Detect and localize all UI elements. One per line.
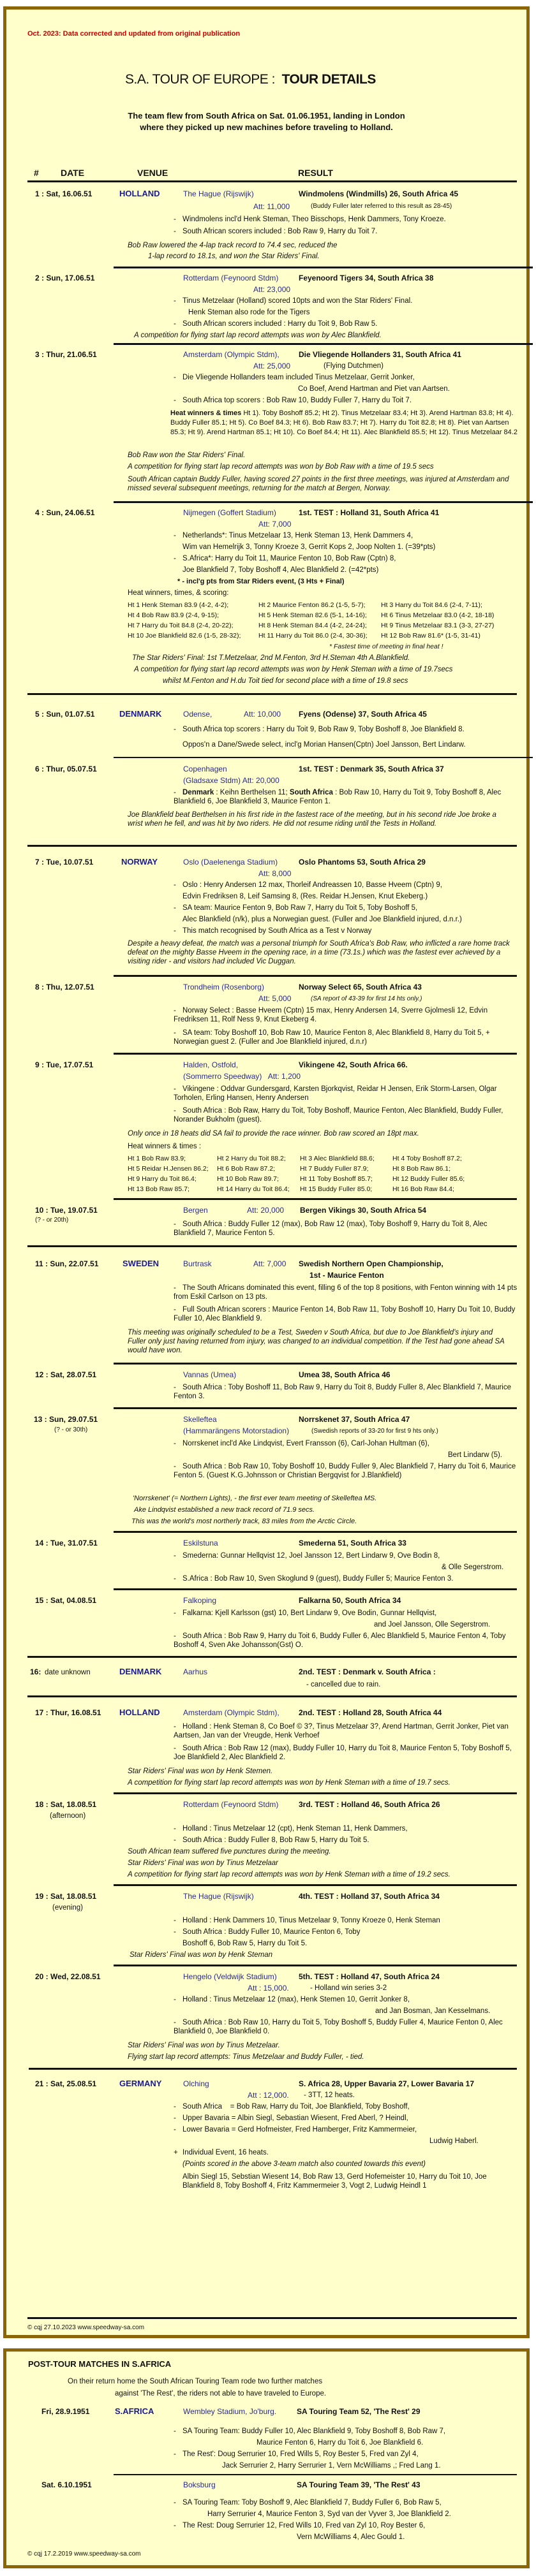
individual-event: + Individual Event, 16 heats.	[174, 2149, 269, 2156]
match-note: 1-lap record to 18.1s, and won the Star Riders' Final.	[148, 252, 320, 260]
match-venue: Aarhus	[183, 1667, 208, 1676]
match-attendance: Att: 7,000	[253, 1259, 287, 1268]
match-result: S. Africa 28, Upper Bavaria 27, Lower Bavaria 17	[299, 2079, 475, 2088]
match-detail: and Jan Bosman, Jan Kesselmans.	[375, 2007, 491, 2015]
country-divider	[27, 693, 517, 695]
match-result: Oslo Phantoms 53, South Africa 29	[299, 858, 426, 867]
col-venue: VENUE	[137, 168, 168, 178]
match-divider	[114, 1407, 517, 1409]
heat-row	[128, 1153, 482, 1164]
heat-cell: Ht 8 Bob Raw 86.1;	[392, 1165, 451, 1173]
heat-cell: Ht 14 Harry du Toit 86.4;	[217, 1185, 290, 1193]
match-result: Smederna 51, South Africa 33	[299, 1539, 406, 1548]
heat-cell: Ht 11 Harry du Toit 86.0 (2-4, 30-36);	[258, 632, 368, 640]
match-result: SA Touring Team 39, 'The Rest' 43	[297, 2480, 421, 2489]
match-divider	[114, 1531, 517, 1533]
star-note: * - incl'g pts from Star Riders event, (3 Hts + Final)	[177, 578, 345, 585]
match-detail: - South Africa : Buddy Fuller 10, Maurice Fenton 6, Toby	[174, 1928, 361, 1936]
match-detail: - South Africa top scorers : Harry du Toit 9, Bob Raw 9, Toby Boshoff 8, Joe Blankfield 8.	[174, 726, 465, 733]
match-venue: Halden, Ostfold,	[183, 1060, 239, 1069]
match-date: 21 : Sat, 25.08.51	[35, 2079, 97, 2088]
post-tour-intro: against 'The Rest', the riders not able to have traveled to Europe.	[115, 2390, 327, 2397]
heat-cell: Ht 12 Buddy Fuller 85.6;	[392, 1175, 465, 1183]
attendance-note: (SA report of 43-39 for first 14 hts only.)	[311, 995, 422, 1002]
match-venue: Eskilstuna	[183, 1539, 218, 1548]
match-result: 1st. TEST : Denmark 35, South Africa 37	[299, 765, 444, 773]
match-detail: - South Africa : Buddy Fuller 12 (max), Bob Raw 12 (max), Toby Boshoff 9, Harry du Toit 8, Alec Blankfield 7, Maurice Fenton 5.	[174, 1220, 488, 1237]
match-date: 17 : Thur, 16.08.51	[35, 1708, 101, 1717]
match-detail: - Holland : Henk Dammers 10, Tinus Metzelaar 9, Tonny Kroeze 0, Henk Steman	[174, 1917, 440, 1924]
match-divider	[114, 1792, 517, 1794]
match-detail: Edvin Fredriksen 8, Leif Samsing 8, (Res. Reidar H.Jensen, Knut Ekeberg.)	[182, 893, 428, 900]
match-country: HOLLAND	[119, 1708, 160, 1717]
match-detail: Vern McWilliams 4, Alec Gould 1.	[297, 2533, 405, 2541]
match-detail: Ludwig Haberl.	[429, 2137, 479, 2145]
title-prefix: S.A. TOUR OF EUROPE :	[125, 72, 275, 87]
heat-cell: Ht 11 Toby Boshoff 85.7;	[300, 1175, 373, 1183]
col-result: RESULT	[298, 168, 333, 178]
match-detail: - Holland : Tinus Metzelaar 12 (cpt), Henk Steman 11, Henk Dammers,	[174, 1825, 408, 1833]
heat-cell: Ht 1 Henk Steman 83.9 (4-2, 4-2);	[128, 601, 229, 609]
match-result: Umea 38, South Africa 46	[299, 1370, 391, 1379]
match-note: Star Riders' Final was won by Henk Stemen.	[128, 1767, 273, 1775]
country-divider	[29, 2068, 517, 2070]
match-note: Ake Lindqvist established a new track record of 71.9 secs.	[134, 1506, 315, 1514]
heat-winners: Heat winners & times Ht 1). Toby Boshoff 85.2; Ht 2). Tinus Metzelaar 83.4; Ht 3). Arend Hartman 83.8; Ht 4). Buddy Fuller 85.1; Ht 5). Co Boef 84.3; Ht 6). Bob Raw 83.7; Ht 7). Harry du Toit 82.8; Ht 8). Piet van Aartsen 85.3; Ht 9). Arend Hartman 85.1; Ht 10). Co Boef 84.4; Ht 11). Alec Blankfield 85.5; Ht 12). Tinus Metzelaar 84.2	[170, 409, 517, 436]
individual-results: Albin Siegl 15, Sebstian Wiesent 14, Bob Raw 13, Gerd Hofemeister 10, Harry du Toit 10, Joe Blankfield 8, Toby Boshoff 4, Fritz Kammermeier 3, Vogt 2, Ludwig Heindl 1	[182, 2173, 487, 2190]
heat-cell: Ht 12 Bob Raw 81.6* (1-5, 31-41)	[381, 632, 480, 640]
match-country: SWEDEN	[123, 1259, 160, 1268]
match-divider	[114, 2474, 517, 2475]
heat-cell: Ht 4 Toby Boshoff 87.2;	[392, 1155, 462, 1162]
match-attendance: Att: 5,000	[258, 994, 292, 1003]
match-date: 1 : Sat, 16.06.51	[35, 189, 93, 198]
page-title	[125, 72, 376, 87]
match-venue-detail: (Hammarängens Motorstadion)	[183, 1426, 290, 1435]
match-note: Star Riders' Final was won by Tinus Metzelaar.	[128, 2042, 280, 2049]
subtitle-line: where they picked up new machines before traveling to Holland.	[140, 122, 393, 132]
match-detail: - South Africa : Bob Raw 10, Harry du Toit 5, Toby Boshoff 5, Buddy Fuller 4, Maurice Fenton 0, Alec Blankfield 0, Joe Blankfield 0.	[174, 2019, 503, 2035]
match-note: The Star Riders' Final: 1st T.Metzelaar, 2nd M.Fenton, 3rd H.Steman 4th A.Blankfield.	[132, 654, 410, 662]
match-date: 14 : Tue, 31.07.51	[35, 1539, 98, 1548]
match-venue: Odense,	[183, 710, 212, 719]
match-attendance: Att: 7,000	[258, 520, 292, 529]
heat-cell: Ht 15 Buddy Fuller 85.0;	[300, 1185, 373, 1193]
match-detail: - Full South African scorers : Maurice Fenton 14, Bob Raw 11, Toby Boshoff 10, Harry Du Toit 10, Buddy Fuller 10, Alec Blankfield 9.	[174, 1306, 516, 1322]
fastest-note: * Fastest time of meeting in final heat !	[329, 643, 443, 650]
match-detail: Harry Serrurier 4, Maurice Fenton 3, Syd van der Vyver 3, Joe Blankfield 2.	[207, 2510, 451, 2518]
match-country: HOLLAND	[119, 189, 160, 198]
heat-table	[128, 600, 512, 641]
match-result: 4th. TEST : Holland 37, South Africa 34	[299, 1892, 440, 1901]
heat-cell: Ht 3 Harry du Toit 84.6 (2-4, 7-11);	[381, 601, 482, 609]
date-note: (? - or 30th)	[54, 1426, 88, 1433]
match-detail: - Falkarna: Kjell Karlsson (gst) 10, Bert Lindarw 9, Ove Bodin, Gunnar Hellqvist,	[174, 1609, 437, 1617]
match-attendance: Att: 10,000	[244, 710, 281, 719]
match-detail: - Upper Bavaria = Albin Siegl, Sebastian Wiesent, Fred Aberl, ? Heindl,	[174, 2114, 408, 2122]
post-tour-intro: On their return home the South African Touring Team rode two further matches	[68, 2378, 323, 2385]
match-result: 1st. TEST : Holland 31, South Africa 41	[299, 508, 440, 517]
match-divider	[114, 757, 533, 758]
match-result: 3rd. TEST : Holland 46, South Africa 26	[299, 1800, 440, 1809]
attendance-note: (Buddy Fuller later referred to this result as 28-45)	[311, 203, 452, 210]
match-detail: - South Africa top scorers : Bob Raw 10, Buddy Fuller 7, Harry du Toit 7.	[174, 397, 412, 404]
footer-rule	[27, 2317, 517, 2319]
date-note: (afternoon)	[50, 1812, 86, 1820]
match-attendance: Att : 12,000.	[248, 2091, 289, 2100]
attendance-note: (Flying Dutchmen)	[324, 362, 383, 370]
match-result: Feyenoord Tigers 34, South Africa 38	[299, 274, 434, 282]
header-rule	[27, 180, 517, 182]
match-date: 12 : Sat, 28.07.51	[35, 1370, 97, 1379]
match-date: 7 : Tue, 10.07.51	[35, 858, 94, 867]
match-note: Bob Raw won the Star Riders' Final.	[128, 451, 246, 459]
match-detail: - SA Touring Team: Buddy Fuller 10, Alec Blankfield 9, Toby Boshoff 8, Bob Raw 7,	[174, 2427, 446, 2435]
match-detail: - South African scorers included : Harry du Toit 9, Bob Raw 5.	[174, 320, 378, 328]
match-divider	[114, 1884, 517, 1886]
match-detail: - S.Africa*: Harry du Toit 11, Maurice Fenton 10, Bob Raw (Cptn) 8,	[174, 555, 396, 562]
match-result: Norway Select 65, South Africa 43	[299, 983, 422, 992]
match-divider	[114, 1965, 517, 1966]
match-note: South African captain Buddy Fuller, having scored 27 points in the first three meetings, was injured at Amsterdam and missed several subsequent meetings, returning for the match at Bergen, Norway.	[128, 476, 509, 492]
country-divider	[27, 845, 517, 847]
match-detail: - Die Vliegende Hollanders team included Tinus Metzelaar, Gerrit Jonker,	[174, 374, 415, 381]
match-date: Sat. 6.10.1951	[41, 2480, 92, 2489]
match-date: 6 : Thur, 05.07.51	[35, 765, 97, 773]
match-date: 13 : Sun, 29.07.51	[34, 1415, 98, 1424]
heat-row	[128, 631, 512, 641]
match-result: Bergen Vikings 30, South Africa 54	[300, 1206, 427, 1215]
heat-cell: Ht 6 Bob Raw 87.2;	[217, 1165, 276, 1173]
match-detail: Jack Serrurier 2, Harry Serrurier 1, Vern McWilliams ,; Fred Lang 1.	[222, 2462, 441, 2470]
match-attendance: Att: 11,000	[253, 202, 290, 211]
match-detail: and Joel Jansson, Olle Segerstrom.	[374, 1621, 491, 1628]
heats-label: Heat winners, times, & scoring:	[128, 589, 229, 597]
match-note: Only once in 18 heats did SA fail to provide the race winner. Bob raw scored an 18pt max.	[128, 1130, 419, 1138]
match-detail: Joe Blankfield 7, Toby Boshoff 4, Alec Blankfield 2. (=42*pts)	[182, 566, 379, 574]
match-detail: - South Africa : Bob Raw, Harry du Toit, Toby Boshoff, Maurice Fenton, Alec Blankfield, Buddy Fuller, Norander Bukholm (guest).	[174, 1107, 503, 1123]
heat-cell: Ht 6 Tinus Metzelaar 83.0 (4-2, 18-18)	[381, 611, 495, 619]
match-detail: Henk Steman also rode for the Tigers	[188, 309, 310, 316]
match-country: DENMARK	[119, 709, 162, 719]
heat-table	[128, 1153, 482, 1194]
match-note: A competition for flying start lap record attempts was won by Henk Steman with a time of 19.7 secs.	[128, 1779, 450, 1787]
heat-cell: Ht 13 Bob Raw 85.7;	[128, 1185, 190, 1193]
match-divider	[114, 1198, 517, 1200]
match-detail: - South Africa : Bob Raw 9, Harry du Toit 6, Buddy Fuller 6, Alec Blankfield 5, Maurice Fenton 4, Toby Boshoff 4, Sven Ake Johansson(Gst) O.	[174, 1632, 506, 1649]
match-detail: - SA team: Toby Boshoff 10, Bob Raw 10, Maurice Fenton 8, Alec Blankfield 8, Harry du Toit 5, + Norwegian guest 2. (Fuller and Joe Blankfield injured, d.n.r)	[174, 1029, 490, 1046]
heat-cell: Ht 7 Buddy Fuller 87.9;	[300, 1165, 369, 1173]
heat-cell: Ht 7 Harry du Toit 84.8 (2-4, 20-22);	[128, 622, 234, 629]
match-result: 2nd. TEST : Denmark v. South Africa :	[299, 1667, 436, 1676]
match-venue: Burtrask	[183, 1259, 212, 1268]
date-note: (? - or 20th)	[35, 1217, 69, 1224]
heat-cell: Ht 4 Bob Raw 83.9 (2-4, 9-15);	[128, 611, 219, 619]
post-tour-panel	[3, 2348, 530, 2568]
match-result: SA Touring Team 52, 'The Rest' 29	[297, 2407, 421, 2416]
match-detail: - South Africa : Buddy Fuller 8, Bob Raw 5, Harry du Toit 5.	[174, 1836, 369, 1844]
match-result: Falkarna 50, South Africa 34	[299, 1596, 401, 1605]
heat-cell: Ht 1 Bob Raw 83.9;	[128, 1155, 186, 1162]
col-date: DATE	[61, 168, 85, 178]
match-attendance: Att: 8,000	[258, 869, 292, 878]
match-date: 18 : Sat, 18.08.51	[35, 1800, 97, 1809]
match-note: Despite a heavy defeat, the match was a personal triumph for South Africa's Bob Raw, who inflicted a rare home track defeat on the mighty Basse Hveem in the opening race, in a time (73.1s.) which was the fastest ever achieved by a visiting rider - and visitors had included Vic Duggan.	[128, 940, 510, 965]
match-result: 5th. TEST : Holland 47, South Africa 24	[299, 1972, 440, 1981]
match-divider	[114, 975, 517, 977]
heat-row	[128, 1184, 482, 1194]
match-detail: - Holland : Henk Steman 8, Co Boef © 3?, Tinus Metzelaar 3?, Arend Hartman, Gerrit Jonker, Piet van Aartsen, Jan van der Vreugde, Henk Verhoef	[174, 1723, 509, 1739]
match-venue: Skelleftea	[183, 1415, 217, 1424]
match-detail: - This match recognised by South Africa as a Test v Norway	[174, 927, 372, 935]
heat-row	[128, 610, 512, 620]
match-detail: Maurice Fenton 6, Harry du Toit 6, Joe Blankfield 6.	[257, 2439, 424, 2447]
match-country: DENMARK	[119, 1667, 162, 1676]
heat-cell: Ht 5 Reidar H.Jensen 86.2;	[128, 1165, 209, 1173]
match-divider	[114, 267, 533, 268]
match-country: NORWAY	[121, 857, 158, 867]
match-date: date unknown	[45, 1669, 91, 1676]
match-venue: Boksburg	[183, 2480, 216, 2489]
heat-cell: Ht 2 Maurice Fenton 86.2 (1-5, 5-7);	[258, 601, 366, 609]
match-note: A competition for flying start lap record attempts was won by Alec Blankfield.	[134, 332, 382, 339]
match-detail: - S.Africa : Bob Raw 10, Sven Skoglund 9 (guest), Buddy Fuller 5; Maurice Fenton 3.	[174, 1575, 454, 1583]
match-note: whilst M.Fenton and H.du Toit tied for second place with a time of 19.8 secs	[163, 677, 408, 685]
col-num: #	[34, 168, 39, 178]
match-detail: - Tinus Metzelaar (Holland) scored 10pts and won the Star Riders' Final.	[174, 297, 413, 305]
heat-cell: Ht 10 Joe Blankfield 82.6 (1-5, 28-32);	[128, 632, 241, 640]
match-venue: Bergen	[183, 1206, 208, 1215]
subtitle-line: The team flew from South Africa on Sat. 01.06.1951, landing in London	[128, 111, 405, 121]
match-attendance: Att: 23,000	[253, 285, 291, 294]
country-divider	[27, 1245, 517, 1247]
match-detail: - South Africa : Bob Raw 10, Toby Boshoff 10, Buddy Fuller 9, Alec Blankfield 7, Harry du Toit 6, Maurice Fenton 5. (Guest K.G.Johnsson or Christian Bergqvist for J.Blankfield)	[174, 1463, 516, 1479]
match-result: Windmolens (Windmills) 26, South Africa 45	[299, 189, 459, 198]
match-venue: The Hague (Rijswijk)	[183, 1892, 254, 1901]
match-divider	[114, 501, 533, 503]
match-date: 11 : Sun, 22.07.51	[35, 1259, 99, 1268]
match-result: Die Vliegende Hollanders 31, South Africa 41	[299, 350, 461, 359]
match-detail: Alec Blankfield (n/k), plus a Norwegian guest. (Fuller and Joe Blankfield injured, d.n.r.)	[182, 916, 462, 923]
match-note: Joe Blankfield beat Berthelsen in his first ride in the fastest race of the meeting, but in his second ride Joe broke a wrist when he fell, and was hit by two riders. He did not resume riding until the Tests in Holland.	[128, 811, 496, 828]
match-note: 'Norrskenet' (= Northern Lights), - the first ever team meeting of Skelleftea MS.	[133, 1495, 377, 1502]
match-date: 15 : Sat, 04.08.51	[35, 1596, 97, 1605]
match-note: South African team suffered five punctures during the meeting.	[128, 1848, 331, 1855]
heats-label: Heat winners & times :	[128, 1143, 202, 1150]
match-detail: - The South Africans dominated this event, filling 6 of the top 8 positions, with Fenton winning with 14 pts from Eskil Carlson on 13 pts.	[174, 1284, 517, 1301]
match-note: This was the world's most northerly track, 83 miles from the Arctic Circle.	[131, 1518, 357, 1525]
heat-cell: Ht 8 Henk Steman 84.4 (4-2, 24-24);	[258, 622, 367, 629]
match-detail: - SA Touring Team: Toby Boshoff 9, Alec Blankfield 7, Buddy Fuller 6, Bob Raw 5,	[174, 2499, 442, 2506]
match-detail: Bert Lindarw (5).	[448, 1451, 503, 1459]
match-detail: - Denmark : Keihn Berthelsen 11; South Africa : Bob Raw 10, Harry du Toit 9, Toby Boshoff 8, Alec Blankfield 6, Joe Blankfield 3, Maurice Fenton 1.	[174, 789, 502, 805]
attendance-note: - Holland win series 3-2	[310, 1984, 387, 1992]
match-detail: - The Rest': Doug Serrurier 10, Fred Wills 5, Roy Bester 5, Fred van Zyl 4,	[174, 2450, 419, 2458]
match-attendance: Att: 20,000	[247, 1206, 285, 1215]
match-venue: Olching	[183, 2079, 209, 2088]
match-note: This meeting was originally scheduled to be a Test, Sweden v South Africa, but due to Joe Blankfield's injury and Fuller only just having returned from injury, was changed to an individual competition. If the Test had gone ahead SA would have won.	[128, 1329, 505, 1354]
match-venue: Trondheim (Rosenborg)	[183, 983, 264, 992]
match-venue: Vannas (Umea)	[183, 1370, 237, 1379]
country-divider	[27, 1695, 517, 1697]
copyright-footer: © cqj 17.2.2019 www.speedway-sa.com	[27, 2550, 141, 2558]
venue-note: (Swedish reports of 33-20 for first 9 hts only.)	[311, 1428, 438, 1435]
match-detail: Co Boef, Arend Hartman and Piet van Aartsen.	[298, 385, 450, 393]
match-divider	[114, 1053, 517, 1055]
match-result: Swedish Northern Open Championship,	[299, 1259, 443, 1268]
match-detail: - Smederna: Gunnar Hellqvist 12, Joel Jansson 12, Bert Lindarw 9, Ove Bodin 8,	[174, 1552, 440, 1560]
match-detail: Oppos'n a Dane/Swede select, incl'g Morian Hansen(Cptn) Joel Jansson, Bert Lindarw.	[182, 741, 466, 749]
match-venue: Falkoping	[183, 1596, 217, 1605]
heat-row	[128, 1164, 482, 1174]
match-venue: Rotterdam (Feynoord Stdm)	[183, 1800, 279, 1809]
match-result: Fyens (Odense) 37, South Africa 45	[299, 710, 427, 719]
match-detail: - South African scorers included : Bob Raw 9, Harry du Toit 7.	[174, 228, 378, 235]
subtitle	[6, 110, 526, 133]
match-note: A competition for flying start lap record attempts was won by Henk Steman with a time of 19.2 secs.	[128, 1871, 450, 1878]
match-date: 20 : Wed, 22.08.51	[35, 1972, 101, 1981]
match-venue: Amsterdam (Olympic Stdm),	[183, 350, 279, 359]
country-divider	[27, 1656, 517, 1658]
match-result-winner: 1st - Maurice Fenton	[309, 1271, 384, 1280]
match-note: Star Riders' Final was won by Henk Steman	[130, 1951, 272, 1959]
match-date: 19 : Sat, 18.08.51	[35, 1892, 97, 1901]
match-note: Flying start lap record attempts: Tinus Metzelaar and Buddy Fuller, - tied.	[128, 2053, 364, 2061]
match-date: 8 : Thu, 12.07.51	[35, 983, 94, 992]
attendance-note: - 3TT, 12 heats.	[304, 2091, 355, 2099]
match-detail: - Norway Select : Basse Hveem (Cptn) 15 max, Henry Andersen 14, Sverre Gjolmesli 12, Edvin Fredriksen 11, Rolf Ness 9, Knut Ekeberg 4.	[174, 1007, 488, 1023]
tour-details-panel	[3, 6, 530, 2338]
match-result: Norrskenet 37, South Africa 47	[299, 1415, 410, 1424]
heat-cell: Ht 2 Harry du Toit 88.2;	[217, 1155, 286, 1162]
match-detail: - cancelled due to rain.	[306, 1681, 381, 1688]
heat-cell: Ht 9 Harry du Toit 86.4;	[128, 1175, 197, 1183]
heat-row	[128, 620, 512, 631]
match-venue: Amsterdam (Olympic Stdm),	[183, 1708, 279, 1717]
match-country: S.AFRICA	[115, 2406, 154, 2416]
match-detail: - South Africa : Toby Boshoff 11, Bob Raw 9, Harry du Toit 8, Buddy Fuller 8, Alec Blankfield 7, Maurice Fenton 3.	[174, 1384, 512, 1400]
match-note: A competition for flying start lap record attempts was won by Henk Steman with a time of 19.7secs	[134, 666, 453, 673]
match-venue: Nijmegen (Goffert Stadium)	[183, 508, 276, 517]
match-date: 9 : Tue, 17.07.51	[35, 1060, 94, 1069]
match-result: Vikingene 42, South Africa 66.	[299, 1060, 408, 1069]
match-attendance: Att : 15,000.	[248, 1984, 289, 1993]
match-detail: - Holland : Tinus Metzelaar 12 (max), Henk Stemen 10, Gerrit Jonker 8,	[174, 1996, 410, 2003]
match-date: 3 : Thur, 21.06.51	[35, 350, 97, 359]
match-detail: - Lower Bavaria = Gerd Hofmeister, Fred Hamberger, Fritz Kammermeier,	[174, 2126, 417, 2133]
match-detail: Boshoff 6, Bob Raw 5, Harry du Toit 5.	[182, 1940, 308, 1947]
match-detail: - The Rest: Doug Serrurier 12, Fred Wills 10, Fred van Zyl 10, Roy Bester 6,	[174, 2522, 426, 2529]
match-country: GERMANY	[119, 2079, 162, 2088]
heat-cell: Ht 16 Bob Raw 84.4;	[392, 1185, 454, 1193]
match-venue: Oslo (Daelenenga Stadium)	[183, 858, 278, 867]
match-note: Star Riders' Final was won by Tinus Metzelaar	[128, 1859, 279, 1867]
title-bold: TOUR DETAILS	[281, 72, 376, 87]
match-detail: - SA team: Maurice Fenton 9, Bob Raw 7, Harry du Toit 5, Toby Boshoff 5,	[174, 904, 418, 912]
match-date: Fri, 28.9.1951	[41, 2407, 90, 2416]
heat-row	[128, 1174, 482, 1184]
heat-cell: Ht 5 Henk Steman 82.6 (5-1, 14-16);	[258, 611, 367, 619]
match-detail: - Norrskenet incl'd Ake Lindqvist, Evert Fransson (6), Carl-Johan Hultman (6),	[174, 1440, 429, 1447]
individual-note: (Points scored in the above 3-team match also counted towards this event)	[182, 2160, 426, 2168]
heat-cell: Ht 10 Bob Raw 89.7;	[217, 1175, 279, 1183]
match-venue-detail: (Gladsaxe Stdm) Att: 20,000	[183, 776, 279, 785]
match-date: 4 : Sun, 24.06.51	[35, 508, 95, 517]
match-result: 2nd. TEST : Holland 28, South Africa 44	[299, 1708, 442, 1717]
match-venue-detail: (Sommerro Speedway) Att: 1,200	[183, 1072, 301, 1081]
match-detail: - Netherlands*: Tinus Metzelaar 13, Henk Steman 13, Henk Dammers 4,	[174, 532, 413, 539]
match-detail: & Olle Segerstrom.	[442, 1563, 504, 1571]
copyright-footer: © cqj 27.10.2023 www.speedway-sa.com	[27, 2324, 145, 2331]
match-detail: - Oslo : Henry Andersen 12 max, Thorleif Andreassen 10, Basse Hveem (Cptn) 9,	[174, 881, 442, 889]
match-venue: Hengelo (Veldwijk Stadium)	[183, 1972, 277, 1981]
match-divider	[114, 1363, 517, 1365]
match-venue: Wembley Stadium, Jo'burg.	[183, 2407, 277, 2416]
match-attendance: Att: 25,000	[253, 362, 291, 370]
match-venue: Copenhagen	[183, 765, 227, 773]
match-note: A competition for flying start lap record attempts was won by Bob Raw with a time of 19.5 secs	[128, 463, 434, 471]
match-date: 2 : Sun, 17.06.51	[35, 274, 95, 282]
update-notice: Oct. 2023: Data corrected and updated from original publication	[27, 30, 241, 38]
heat-cell: Ht 3 Alec Blankfield 88.6;	[300, 1155, 375, 1162]
match-detail: - Windmolens incl'd Henk Steman, Theo Bisschops, Henk Dammers, Tony Kroeze.	[174, 216, 446, 223]
match-detail: - Vikingene : Oddvar Gundersgard, Karsten Bjorkqvist, Reidar H Jensen, Erik Storm-Larsen, Olgar Torholen, Erling Hansen, Henry Andersen	[174, 1085, 497, 1102]
match-detail: - South Africa = Bob Raw, Harry du Toit, Joe Blankfield, Toby Boshoff,	[174, 2103, 410, 2111]
match-date: 5 : Sun, 01.07.51	[35, 710, 95, 719]
match-note: Bob Raw lowered the 4-lap track record to 74.4 sec, reduced the	[128, 242, 338, 249]
match-divider	[114, 1588, 517, 1590]
match-detail: - South Africa : Bob Raw 12 (max), Buddy Fuller 10, Harry du Toit 8, Maurice Fenton 5, Toby Boshoff 5, Joe Blankfield 2, Alec Blankfield 2.	[174, 1745, 512, 1761]
post-tour-title: POST-TOUR MATCHES IN S.AFRICA	[28, 2359, 172, 2369]
match-divider	[114, 343, 533, 345]
match-venue: Rotterdam (Feynoord Stdm)	[183, 274, 279, 282]
heat-cell: Ht 9 Tinus Metzelaar 83.1 (3-3, 27-27)	[381, 622, 495, 629]
match-venue: The Hague (Rijswijk)	[183, 189, 254, 198]
match-num: 16:	[30, 1667, 41, 1676]
date-note: (evening)	[52, 1904, 83, 1912]
heat-row	[128, 600, 512, 610]
match-detail: Wim van Hemelrijk 3, Tonny Kroeze 3, Gerrit Kops 2, Joop Nolten 1. (=39*pts)	[182, 543, 436, 551]
match-date: 10 : Tue, 19.07.51	[35, 1206, 98, 1215]
